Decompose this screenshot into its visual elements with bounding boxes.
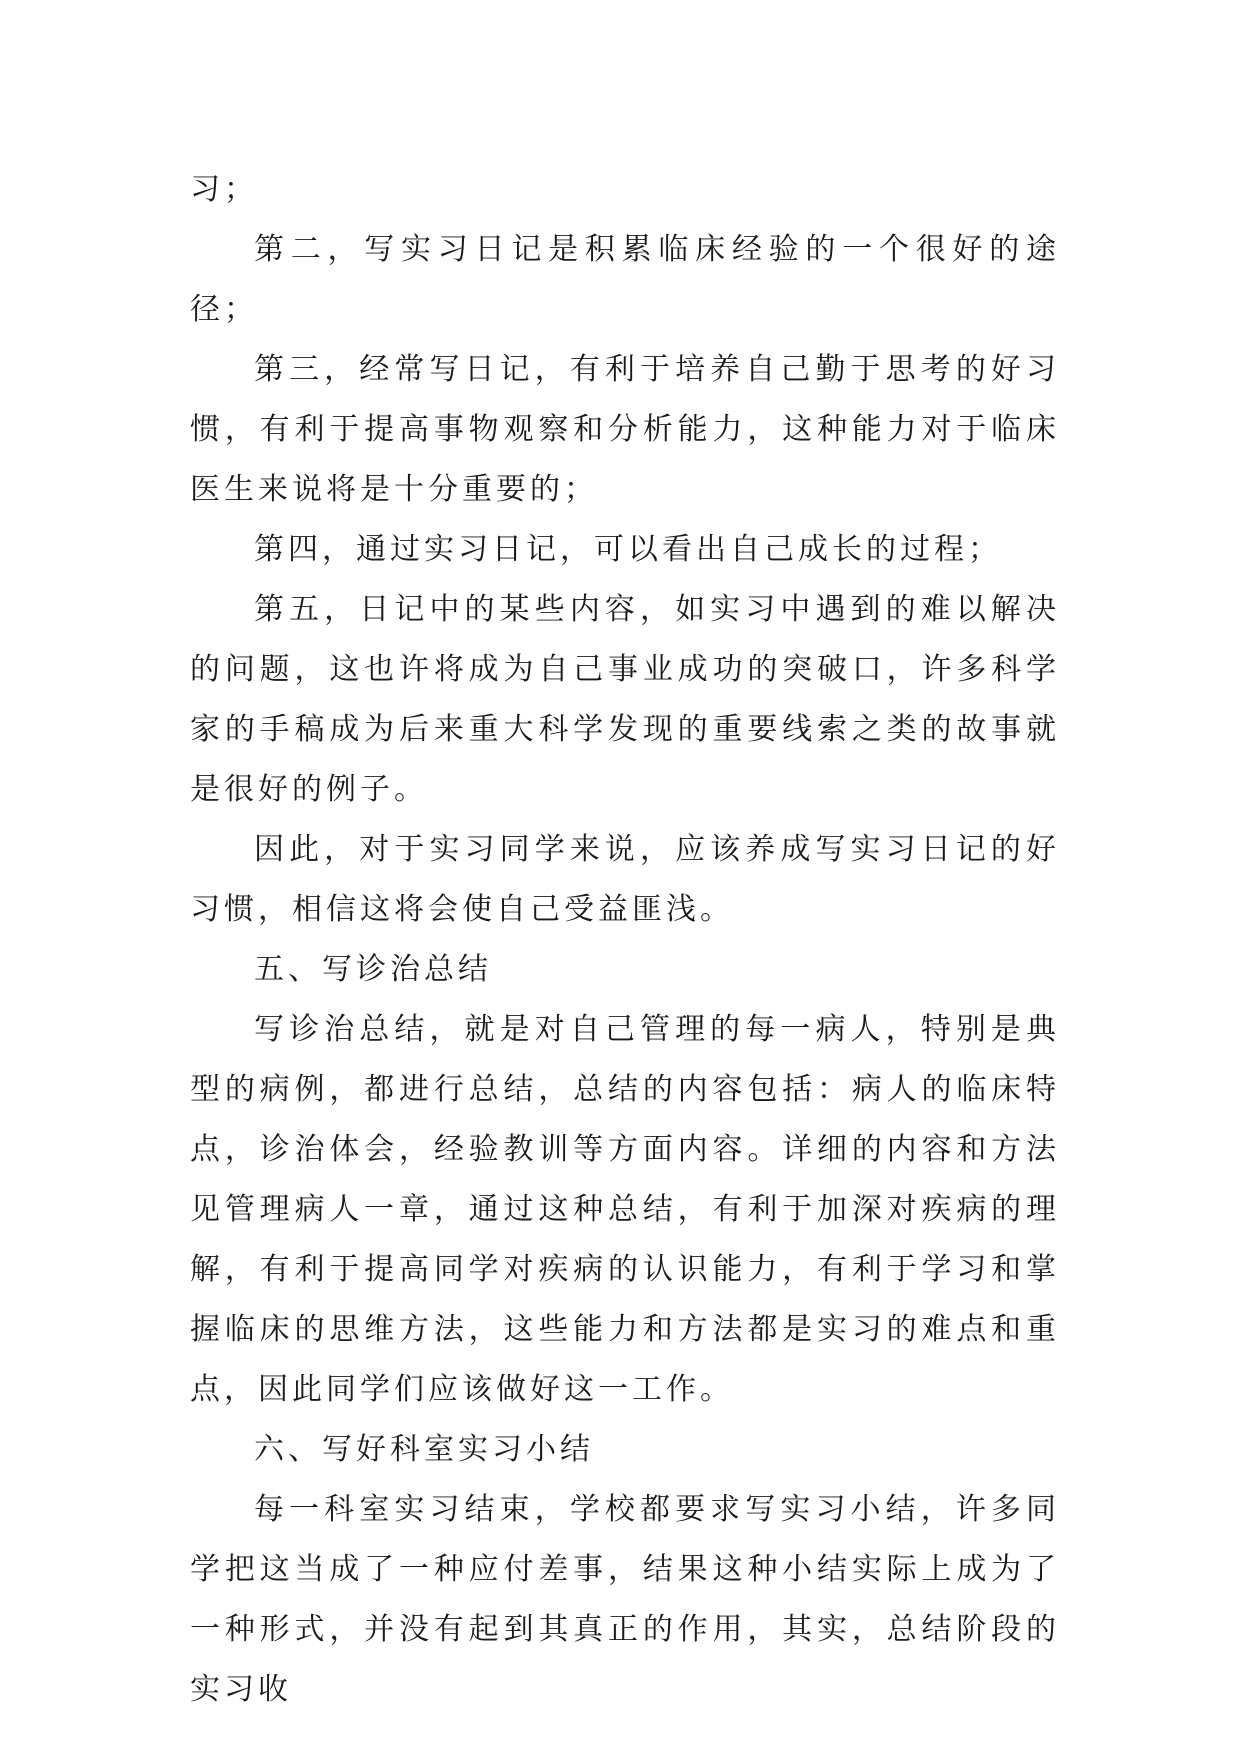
paragraph-continuation: 习； bbox=[190, 172, 258, 207]
paragraph-conclusion: 因此，对于实习同学来说，应该养成写实习日记的好习惯，相信这将会使自己受益匪浅。 bbox=[190, 832, 1060, 927]
paragraph-department-summary: 每一科室实习结束，学校都要求写实习小结，许多同学把这当成了一种应付差事，结果这种小结实际上成为了一种形式，并没有起到其真正的作用，其实，总结阶段的实习收 bbox=[190, 1492, 1060, 1707]
paragraph-diagnosis-summary: 写诊治总结，就是对自己管理的每一病人，特别是典型的病例，都进行总结，总结的内容包括：病人的临床特点，诊治体会，经验教训等方面内容。详细的内容和方法见管理病人一章，通过这种总结，有利于加深对疾病的理解，有利于提高同学对疾病的认识能力，有利于学习和掌握临床的思维方法，这些能力和方法都是实习的难点和重点，因此同学们应该做好这一工作。 bbox=[190, 1012, 1060, 1407]
paragraph-point-three: 第三，经常写日记，有利于培养自己勤于思考的好习惯，有利于提高事物观察和分析能力，这种能力对于临床医生来说将是十分重要的； bbox=[190, 352, 1060, 507]
section-heading-six: 六、写好科室实习小结 bbox=[254, 1432, 594, 1467]
document-body bbox=[190, 160, 1060, 1720]
paragraph-point-five: 第五，日记中的某些内容，如实习中遇到的难以解决的问题，这也许将成为自己事业成功的突破口，许多科学家的手稿成为后来重大科学发现的重要线索之类的故事就是很好的例子。 bbox=[190, 592, 1060, 807]
paragraph-point-two: 第二，写实习日记是积累临床经验的一个很好的途径； bbox=[190, 232, 1060, 327]
paragraph-point-four: 第四，通过实习日记，可以看出自己成长的过程； bbox=[254, 532, 1002, 567]
section-heading-five: 五、写诊治总结 bbox=[254, 952, 492, 987]
